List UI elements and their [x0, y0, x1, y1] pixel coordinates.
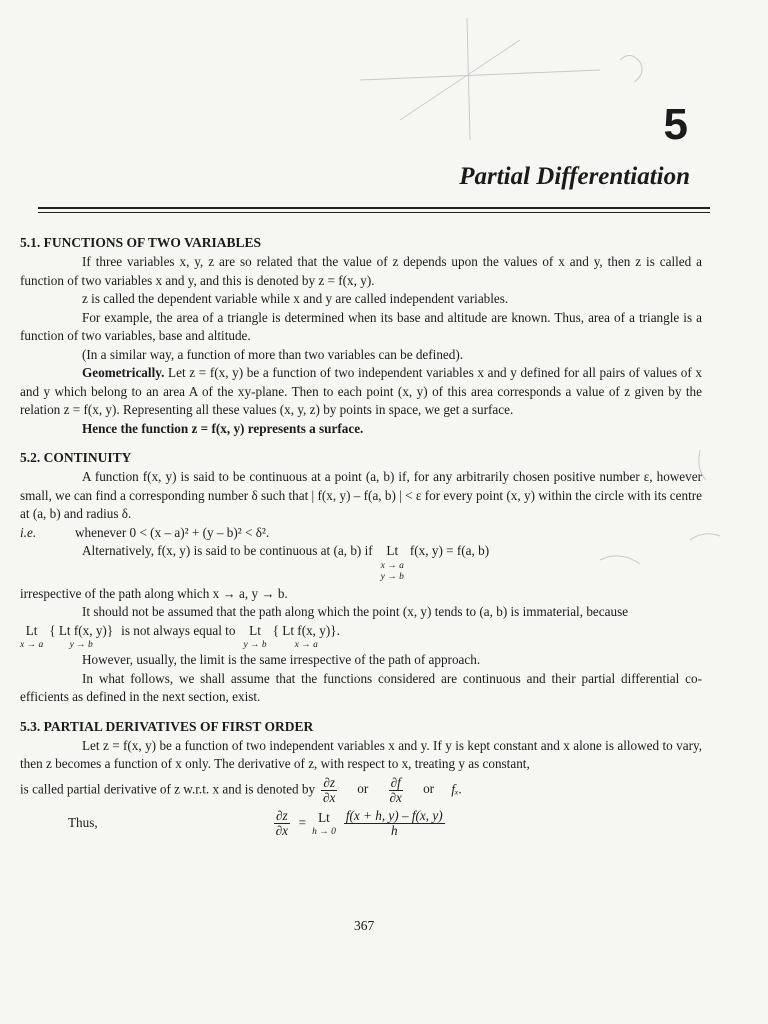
s2-paragraph-1: A function f(x, y) is said to be continuous at a point (a, b) if, for any arbitrarily chosen positive number ε, however small, we can find a corresponding number δ such that | f(x, y) – f(a, b) | < ε for every point (x, y) within the circle with its centre at (a, b) and radius δ.	[20, 469, 702, 521]
section-heading-5-1: 5.1. FUNCTIONS OF TWO VARIABLES	[20, 235, 262, 250]
outer-sub-1: x → a	[20, 640, 44, 650]
s1-paragraph-3: For example, the area of a triangle is determined when its base and altitude are known. Thus, area of a triangle is a function of two variables, base and altitude.	[20, 309, 702, 343]
dx: ∂x	[322, 789, 336, 805]
fx-notation: fₓ.	[451, 781, 463, 797]
outer-sub-2: y → b	[243, 640, 267, 650]
s3-paragraph-2-text: is called partial derivative of z w.r.t. x and is denoted by	[20, 781, 316, 797]
df: ∂f	[390, 774, 401, 790]
limit-sub-x: x → a	[380, 560, 404, 571]
definition-formula	[20, 809, 702, 839]
s2-paragraph-2: irrespective of the path along which x → a, y → b.	[20, 585, 288, 601]
df-dx-fraction	[389, 776, 403, 805]
iter-mid-text: is not always equal to	[121, 622, 236, 638]
dz-dx-fraction	[321, 776, 337, 805]
thus-label: Thus,	[68, 815, 98, 830]
page-content	[20, 233, 702, 838]
outer-lt-2: Lt	[249, 622, 261, 638]
geometrically-lead: Geometrically.	[82, 365, 165, 380]
title-rule-thick	[38, 207, 710, 209]
ie-label: i.e.	[20, 524, 37, 540]
s2-paragraph-3: It should not be assumed that the path along which the point (x, y) tends to (a, b) is immaterial, because	[82, 604, 629, 619]
s1-paragraph-2: z is called the dependent variable while x and y are called independent variables.	[82, 291, 509, 306]
s3-paragraph-2	[20, 776, 702, 805]
difference-quotient	[344, 809, 445, 838]
formula-equals: =	[298, 815, 307, 830]
quotient-denominator: h	[390, 822, 398, 838]
s1-paragraph-6: Hence the function z = f(x, y) represents a surface.	[82, 420, 364, 436]
alt-rhs: f(x, y) = f(a, b)	[409, 543, 490, 558]
outer-limit-2	[243, 622, 266, 652]
formula-lhs	[274, 809, 290, 838]
section-heading-5-2: 5.2. CONTINUITY	[20, 450, 132, 465]
quotient-numerator: f(x + h, y) – f(x, y)	[345, 807, 443, 823]
s2-paragraph-5: In what follows, we shall assume that the functions considered are continuous and their partial differential co-efficients as defined in the next section, exist.	[20, 670, 702, 704]
iterated-limits-line	[20, 622, 702, 652]
s2-paragraph-4: However, usually, the limit is the same irrespective of the path of approach.	[82, 652, 481, 667]
lhs-dx: ∂x	[275, 822, 289, 838]
s1-paragraph-4: (In a similar way, a function of more than two variables can be defined).	[82, 346, 464, 362]
s1-paragraph-5-text: Let z = f(x, y) be a function of two independent variables x and y defined for all pairs of values of x and y which belong to an area A of the xy-plane. Then to each point (x, y) of this area corresponds a value of z given by the relation z = f(x, y). Representing all these values (x, y, z) by points in space, we get a surface.	[20, 365, 703, 417]
lt-label: Lt	[386, 543, 399, 558]
formula-limit	[312, 809, 336, 839]
inner-expr-2: { Lt f(x, y)}.	[272, 622, 340, 638]
or-1: or	[357, 781, 369, 797]
dx-2: ∂x	[389, 789, 402, 805]
inner-limit-1	[49, 622, 113, 652]
alt-continuity-line	[20, 542, 702, 583]
title-rule-thin	[38, 212, 710, 213]
limit-sub-y: y → b	[380, 571, 404, 582]
lhs-dz: ∂z	[276, 807, 288, 823]
or-2: or	[423, 781, 435, 797]
limit-operator	[381, 542, 404, 583]
outer-limit-1	[20, 622, 43, 652]
section-heading-5-3: 5.3. PARTIAL DERIVATIVES OF FIRST ORDER	[20, 718, 314, 734]
inner-limit-2	[273, 622, 340, 652]
inner-sub-2: x → a	[294, 640, 318, 650]
inner-expr-1: { Lt f(x, y)}	[49, 622, 114, 638]
chapter-number: 5	[663, 100, 688, 149]
formula-lt: Lt	[318, 809, 330, 825]
s1-paragraph-5	[20, 364, 702, 420]
s3-paragraph-1: Let z = f(x, y) be a function of two independent variables x and y. If y is kept constant and x alone is allowed to vary, then z becomes a function of x only. The derivative of z, with respect to x, treating y as constant,	[20, 737, 702, 771]
s1-paragraph-1: If three variables x, y, z are so related that the value of z depends upon the values of x and y, then z is called a function of two variables x and y, and this is denoted by z = f(x, y).	[20, 254, 702, 288]
alt-text: Alternatively, f(x, y) is said to be continuous at (a, b) if	[82, 543, 373, 558]
outer-lt-1: Lt	[25, 622, 38, 638]
formula-h0: h → 0	[312, 827, 336, 837]
inner-sub-1: y → b	[69, 640, 93, 650]
dz: ∂z	[323, 774, 335, 790]
ie-text: whenever 0 < (x – a)² + (y – b)² < δ².	[75, 524, 270, 540]
ie-line	[20, 524, 702, 543]
page-number: 367	[354, 918, 375, 933]
chapter-title: Partial Differentiation	[459, 163, 690, 190]
